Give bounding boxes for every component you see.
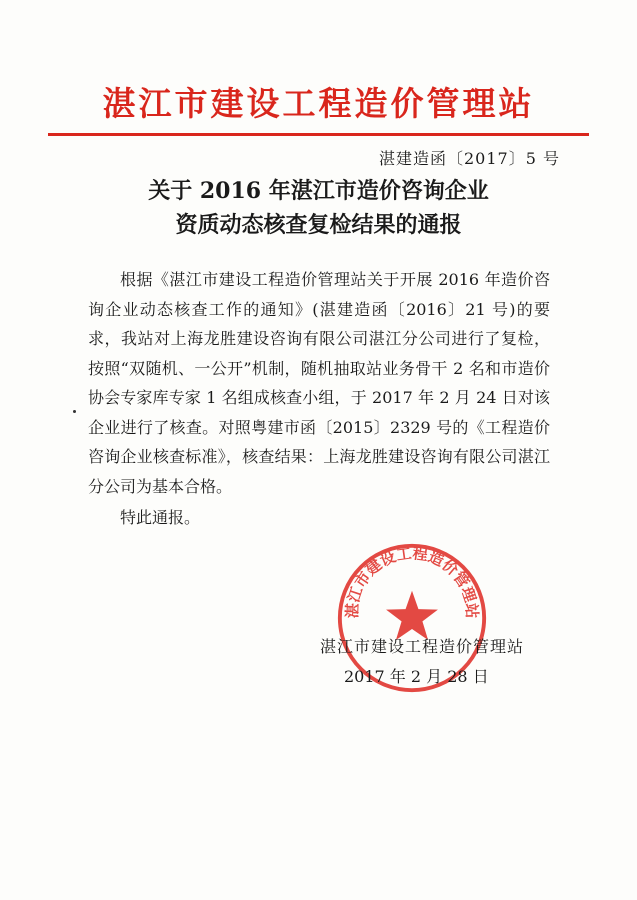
document-number: 湛建造函〔2017〕5 号: [379, 149, 560, 168]
body-paragraph: 根据《湛江市建设工程造价管理站关于开展 2016 年造价咨询企业动态核查工作的通知》(湛建造函〔2016〕21 号)的要求，我站对上海龙胜建设咨询有限公司湛江分公司进行了复检，按照“双随机、一公开”机制，随机抽取站业务骨干 2 名和市造价协会专家库专家 1 名组成核查小组，于 2017 年 2 月 24 日对该企业进行了核查。对照粤建市函〔2015〕2329 号的《工程造价咨询企业核查标准》，核查结果：上海龙胜建设咨询有限公司湛江分公司为基本合格。: [88, 270, 550, 496]
closing-remark: 特此通报。: [120, 508, 201, 527]
document-title-line-2: 资质动态核查复检结果的通报: [175, 212, 462, 238]
document-title-line-1: 关于 2016 年湛江市造价咨询企业: [148, 178, 489, 204]
scan-speck: [73, 410, 76, 413]
organization-header-title: 湛江市建设工程造价管理站: [102, 84, 535, 123]
seal-star-icon: [386, 591, 438, 640]
document-body: [88, 265, 550, 533]
signature-organization: 湛江市建设工程造价管理站: [320, 637, 525, 656]
seal-text: 湛江市建设工程造价管理站: [343, 544, 481, 619]
document-title: [0, 174, 637, 242]
signature-date: 2017 年 2 月 28 日: [344, 667, 489, 686]
header-red-rule: [48, 133, 589, 136]
